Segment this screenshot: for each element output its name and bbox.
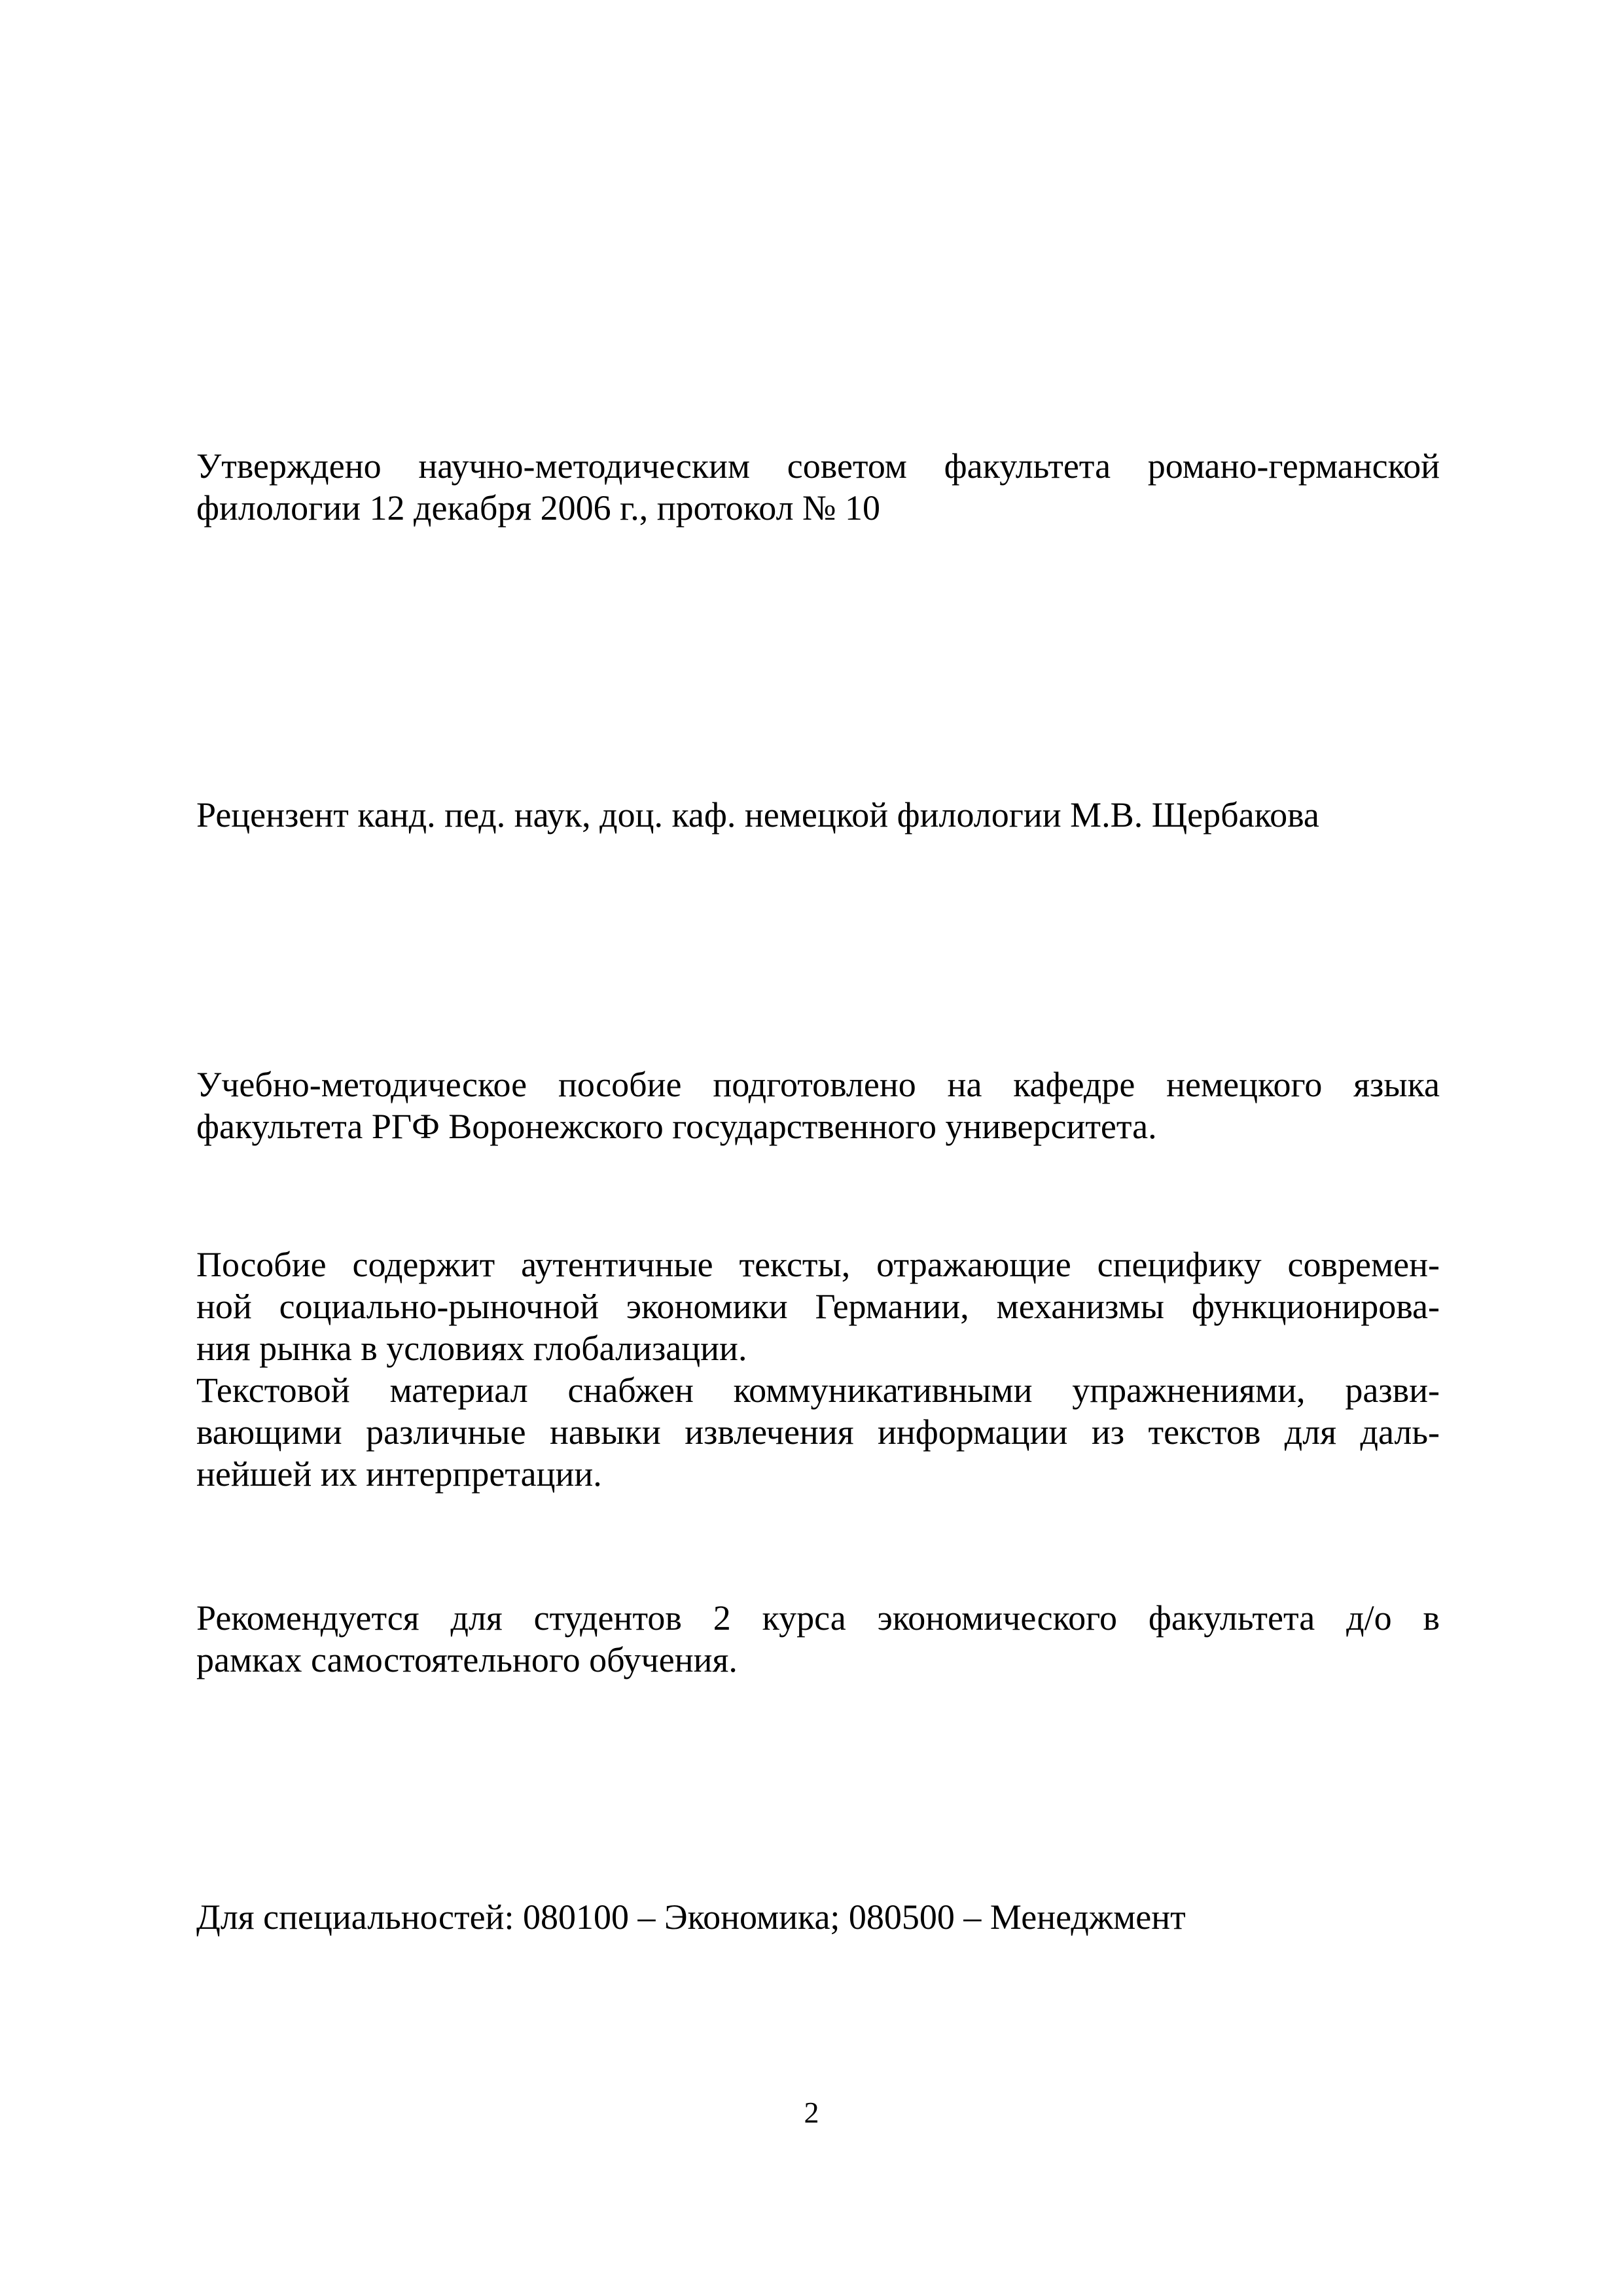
reviewer-paragraph	[196, 794, 1440, 836]
specialty-line-1: Для специальностей: 080100 – Экономика; 080500 – Менеджмент	[196, 1897, 1186, 1937]
content-line-4: Текстовой материал снабжен коммуникативными упражнениями, разви-	[196, 1371, 1440, 1410]
content-line-1: Пособие содержит аутентичные тексты, отражающие специфику современ-	[196, 1245, 1440, 1284]
content-line-5: вающими различные навыки извлечения информации из текстов для даль-	[196, 1412, 1440, 1452]
specialty-paragraph	[196, 1896, 1440, 1938]
prepared-line-2: факультета РГФ Воронежского государственного университета.	[196, 1107, 1157, 1146]
prepared-paragraph	[196, 1064, 1440, 1147]
content-line-6: нейшей их интерпретации.	[196, 1454, 602, 1494]
prepared-line-1: Учебно-методическое пособие подготовлено на кафедре немецкого языка	[196, 1065, 1440, 1104]
recommendation-paragraph	[196, 1597, 1440, 1681]
content-line-3: ния рынка в условиях глобализации.	[196, 1329, 747, 1368]
recommend-line-1: Рекомендуется для студентов 2 курса экономического факультета д/о в	[196, 1598, 1440, 1638]
recommend-line-2: рамках самостоятельного обучения.	[196, 1640, 738, 1679]
approval-paragraph	[196, 445, 1440, 529]
approval-line-1: Утверждено научно-методическим советом факультета романо-германской	[196, 446, 1440, 486]
reviewer-line-1: Рецензент канд. пед. наук, доц. каф. немецкой филологии М.В. Щербакова	[196, 795, 1319, 834]
content-line-2: ной социально-рыночной экономики Германии, механизмы функционирова-	[196, 1287, 1440, 1326]
content-description-paragraph	[196, 1244, 1440, 1495]
page-number: 2	[804, 2096, 819, 2129]
approval-line-2: филологии 12 декабря 2006 г., протокол № 10	[196, 488, 881, 528]
